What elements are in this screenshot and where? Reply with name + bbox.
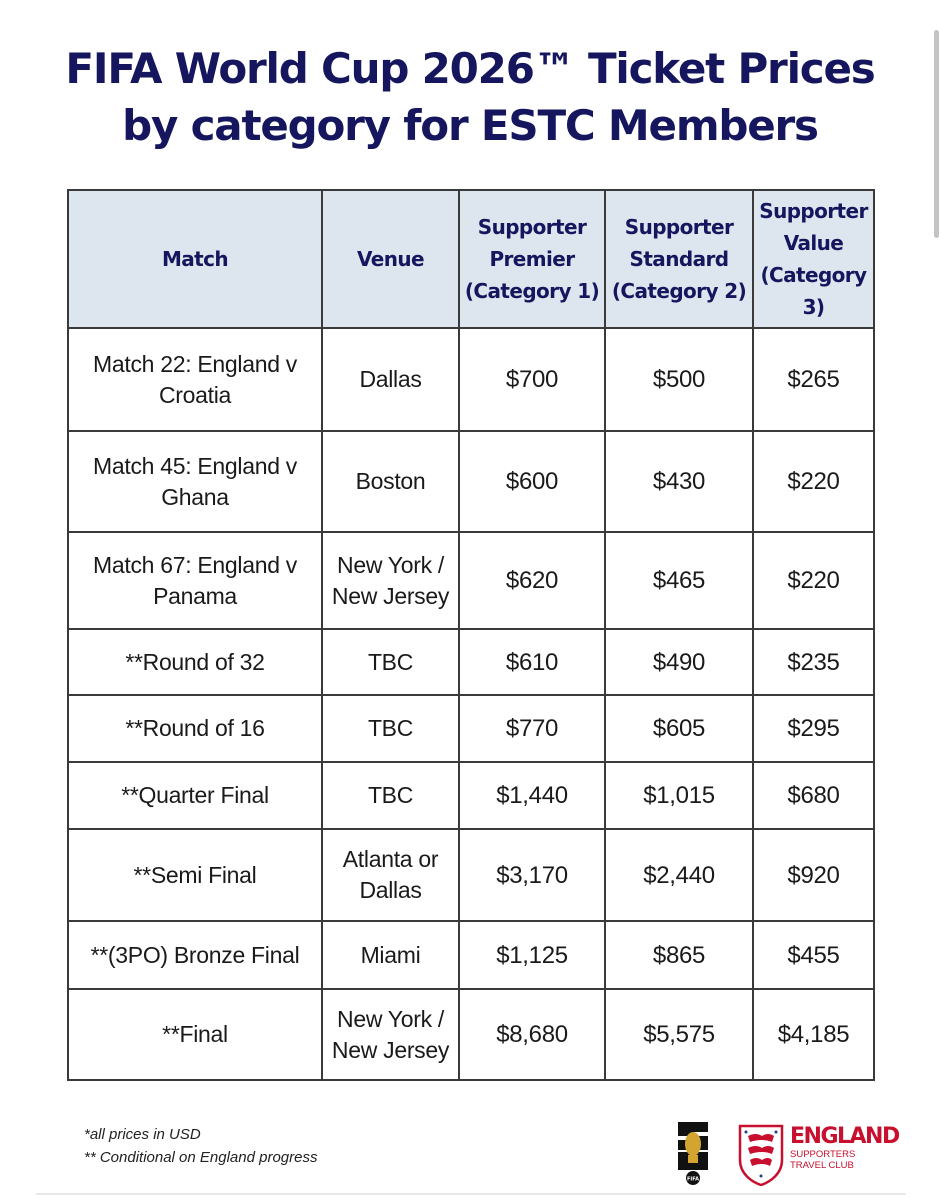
- ticket-price-table: [67, 189, 875, 1081]
- venue-cell: Dallas: [322, 328, 459, 431]
- estc-wordmark-england: ENGLAND: [790, 1124, 899, 1149]
- match-cell: Match 67: England v Panama: [68, 532, 322, 629]
- price-cat2: $430: [605, 431, 753, 532]
- footnote-currency: *all prices in USD: [84, 1126, 201, 1143]
- table-row: [68, 921, 874, 989]
- estc-wordmark-line-1: SUPPORTERS: [790, 1149, 856, 1160]
- price-cat1: $600: [459, 431, 605, 532]
- match-cell: **Semi Final: [68, 829, 322, 921]
- price-cat2: $1,015: [605, 762, 753, 829]
- header-row: [68, 190, 874, 328]
- scrollbar[interactable]: [934, 30, 939, 238]
- venue-cell: New York / New Jersey: [322, 989, 459, 1080]
- match-cell: **Quarter Final: [68, 762, 322, 829]
- header-category-3: Supporter Value (Category 3): [753, 190, 874, 328]
- price-cat1: $1,440: [459, 762, 605, 829]
- venue-cell: TBC: [322, 629, 459, 695]
- price-cat3: $920: [753, 829, 874, 921]
- price-cat3: $265: [753, 328, 874, 431]
- table-row: [68, 532, 874, 629]
- match-cell: **(3PO) Bronze Final: [68, 921, 322, 989]
- header-venue: Venue: [322, 190, 459, 328]
- title-line-1: FIFA World Cup 2026™ Ticket Prices: [65, 44, 875, 93]
- table-row: [68, 695, 874, 762]
- price-cat1: $700: [459, 328, 605, 431]
- price-cat1: $610: [459, 629, 605, 695]
- page-title: [40, 40, 900, 154]
- price-cat3: $220: [753, 532, 874, 629]
- header-category-1: Supporter Premier (Category 1): [459, 190, 605, 328]
- table-row: [68, 629, 874, 695]
- match-cell: **Round of 32: [68, 629, 322, 695]
- price-cat2: $490: [605, 629, 753, 695]
- venue-cell: TBC: [322, 762, 459, 829]
- venue-cell: New York / New Jersey: [322, 532, 459, 629]
- match-cell: Match 22: England v Croatia: [68, 328, 322, 431]
- price-cat2: $605: [605, 695, 753, 762]
- svg-text:FIFA: FIFA: [687, 1176, 699, 1183]
- match-cell: **Round of 16: [68, 695, 322, 762]
- bottom-divider: [36, 1193, 906, 1195]
- venue-cell: Atlanta or Dallas: [322, 829, 459, 921]
- venue-cell: Boston: [322, 431, 459, 532]
- price-cat1: $1,125: [459, 921, 605, 989]
- table-row: [68, 762, 874, 829]
- price-cat2: $500: [605, 328, 753, 431]
- price-cat2: $865: [605, 921, 753, 989]
- table-row: [68, 829, 874, 921]
- estc-wordmark: [790, 1124, 899, 1171]
- price-cat1: $620: [459, 532, 605, 629]
- price-cat2: $465: [605, 532, 753, 629]
- price-cat3: $295: [753, 695, 874, 762]
- title-line-2: by category for ESTC Members: [122, 101, 818, 150]
- price-cat3: $235: [753, 629, 874, 695]
- table-row: [68, 431, 874, 532]
- footnotes: [84, 1123, 318, 1169]
- price-cat3: $220: [753, 431, 874, 532]
- price-cat2: $2,440: [605, 829, 753, 921]
- estc-wordmark-line-2: TRAVEL CLUB: [790, 1160, 854, 1171]
- price-cat1: $8,680: [459, 989, 605, 1080]
- table-row: [68, 989, 874, 1080]
- price-cat1: $770: [459, 695, 605, 762]
- header-category-2: Supporter Standard (Category 2): [605, 190, 753, 328]
- table-row: [68, 328, 874, 431]
- price-cat3: $680: [753, 762, 874, 829]
- venue-cell: TBC: [322, 695, 459, 762]
- price-cat3: $455: [753, 921, 874, 989]
- price-cat2: $5,575: [605, 989, 753, 1080]
- footnote-conditional: ** Conditional on England progress: [84, 1149, 318, 1166]
- venue-cell: Miami: [322, 921, 459, 989]
- price-cat3: $4,185: [753, 989, 874, 1080]
- header-match: Match: [68, 190, 322, 328]
- match-cell: **Final: [68, 989, 322, 1080]
- price-cat1: $3,170: [459, 829, 605, 921]
- match-cell: Match 45: England v Ghana: [68, 431, 322, 532]
- fifa-world-cup-logo-icon: [670, 1120, 716, 1186]
